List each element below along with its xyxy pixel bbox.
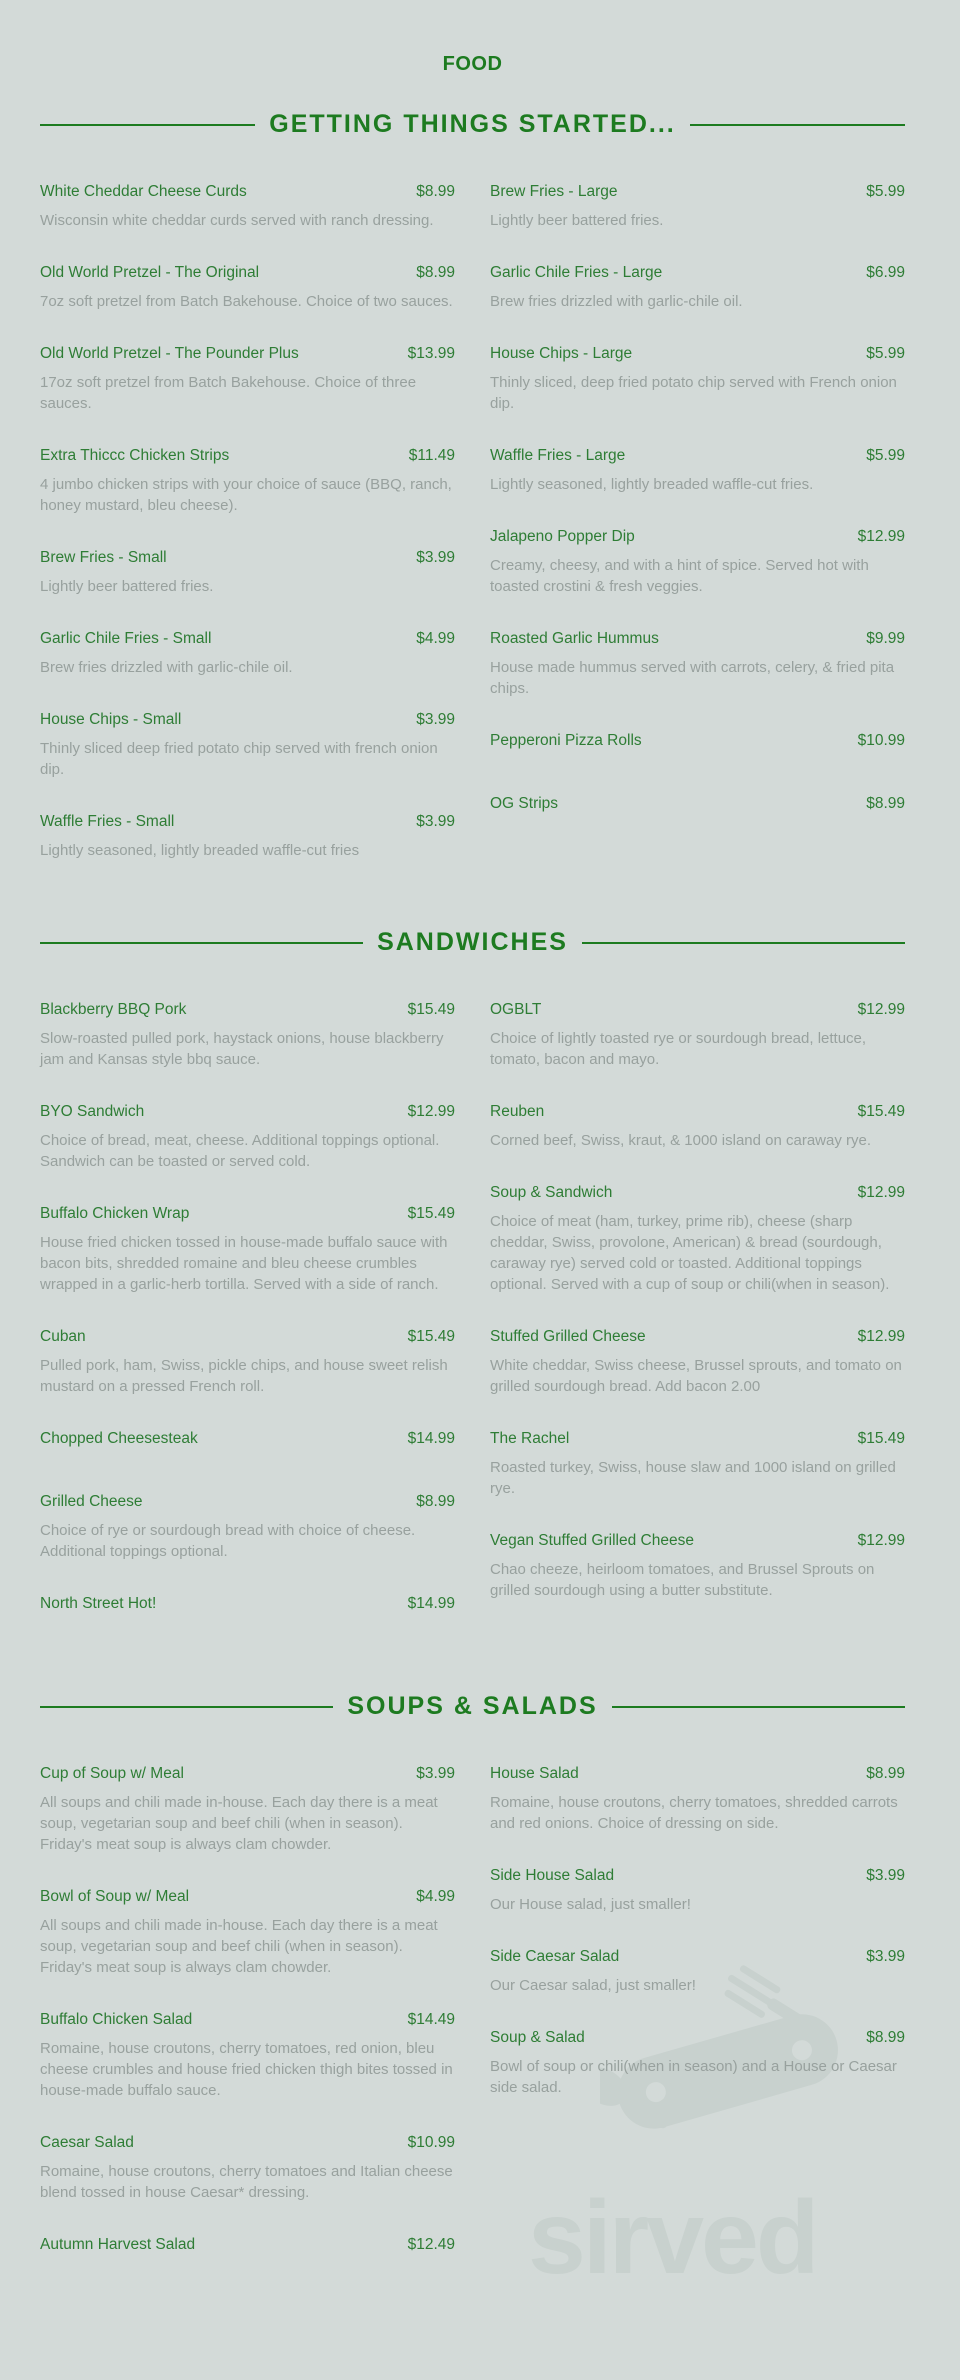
menu-item-row xyxy=(490,1430,905,1448)
item-name: Pepperoni Pizza Rolls xyxy=(490,732,642,749)
item-price: $15.49 xyxy=(407,1205,455,1222)
menu-item-row xyxy=(40,1493,455,1511)
item-name: Bowl of Soup w/ Meal xyxy=(40,1888,190,1905)
item-name: The Rachel xyxy=(490,1430,570,1447)
menu-item xyxy=(40,2011,455,2101)
menu-column-left xyxy=(40,1001,455,1658)
menu-item xyxy=(40,345,455,414)
menu-item-row xyxy=(490,1532,905,1550)
item-description: Romaine, house croutons, cherry tomatoes, shredded carrots and red onions. Choice of dressing on side. xyxy=(490,1794,898,1832)
menu-item-row xyxy=(490,732,905,750)
section-title: SANDWICHES xyxy=(377,928,568,956)
menu-item-row xyxy=(490,630,905,648)
menu-item-row xyxy=(490,183,905,201)
item-description: Romaine, house croutons, cherry tomatoes and Italian cheese blend tossed in house Caesar* dressing. xyxy=(40,2163,453,2201)
menu-item-row xyxy=(40,1328,455,1346)
menu-item xyxy=(40,1328,455,1397)
item-price: $13.99 xyxy=(407,345,455,362)
menu-column-left xyxy=(40,183,455,894)
menu-item-row xyxy=(490,1103,905,1121)
menu-item xyxy=(40,1765,455,1855)
item-price: $12.99 xyxy=(857,1184,905,1201)
menu-item xyxy=(490,183,905,231)
item-name: Reuben xyxy=(490,1103,545,1120)
menu-item xyxy=(40,1595,455,1613)
item-description: All soups and chili made in-house. Each day there is a meat soup, vegetarian soup and beef chili (when in season). Friday's meat soup is always clam chowder. xyxy=(40,1794,438,1853)
item-description: Thinly sliced, deep fried potato chip served with French onion dip. xyxy=(490,374,897,412)
item-price: $15.49 xyxy=(407,1001,455,1018)
menu-item-row xyxy=(490,1328,905,1346)
menu-item-row xyxy=(40,1205,455,1223)
section-title: GETTING THINGS STARTED... xyxy=(269,110,676,138)
item-name: Jalapeno Popper Dip xyxy=(490,528,635,545)
item-description: Brew fries drizzled with garlic-chile oil. xyxy=(40,659,293,676)
menu-item-row xyxy=(490,1184,905,1202)
item-description: Thinly sliced deep fried potato chip served with french onion dip. xyxy=(40,740,438,778)
item-price: $10.99 xyxy=(407,2134,455,2151)
item-description: 17oz soft pretzel from Batch Bakehouse. Choice of three sauces. xyxy=(40,374,417,412)
item-price: $3.99 xyxy=(416,549,455,566)
menu-item xyxy=(40,1493,455,1562)
section-title: SOUPS & SALADS xyxy=(347,1692,598,1720)
menu-item xyxy=(490,264,905,312)
menu-item-row xyxy=(40,1430,455,1448)
section-columns xyxy=(40,1001,905,1658)
item-price: $4.99 xyxy=(416,1888,455,1905)
menu-item xyxy=(490,1867,905,1915)
item-price: $12.99 xyxy=(857,528,905,545)
item-description: Slow-roasted pulled pork, haystack onions, house blackberry jam and Kansas style bbq sauce. xyxy=(40,1030,444,1068)
item-name: Blackberry BBQ Pork xyxy=(40,1001,187,1018)
item-name: Waffle Fries - Large xyxy=(490,447,626,464)
menu-item xyxy=(490,795,905,813)
menu-section xyxy=(40,928,905,1658)
menu-item-row xyxy=(40,2011,455,2029)
menu-item-row xyxy=(40,447,455,465)
item-description: Corned beef, Swiss, kraut, & 1000 island on caraway rye. xyxy=(490,1132,872,1149)
item-price: $8.99 xyxy=(866,1765,905,1782)
menu-item xyxy=(40,447,455,516)
item-description: Lightly beer battered fries. xyxy=(490,212,664,229)
item-name: Waffle Fries - Small xyxy=(40,813,175,830)
menu-item-row xyxy=(490,528,905,546)
menu-item-row xyxy=(490,264,905,282)
item-description: Choice of lightly toasted rye or sourdough bread, lettuce, tomato, bacon and mayo. xyxy=(490,1030,867,1068)
menu-item xyxy=(40,630,455,678)
item-name: Autumn Harvest Salad xyxy=(40,2236,196,2253)
menu-item xyxy=(40,1430,455,1448)
menu-item-row xyxy=(40,264,455,282)
item-description: Chao cheeze, heirloom tomatoes, and Brussel Sprouts on grilled sourdough using a butter substitute. xyxy=(490,1561,875,1599)
menu-item xyxy=(490,732,905,750)
item-name: Soup & Sandwich xyxy=(490,1184,613,1201)
item-description: White cheddar, Swiss cheese, Brussel sprouts, and tomato on grilled sourdough bread. Add bacon 2.00 xyxy=(490,1357,902,1395)
section-divider-line xyxy=(40,942,363,944)
item-description: Wisconsin white cheddar curds served with ranch dressing. xyxy=(40,212,434,229)
item-price: $12.99 xyxy=(857,1001,905,1018)
item-price: $11.49 xyxy=(408,447,455,464)
menu-item xyxy=(490,1765,905,1834)
section-divider-line xyxy=(690,124,905,126)
section-divider-line xyxy=(582,942,905,944)
item-price: $4.99 xyxy=(416,630,455,647)
menu-item-row xyxy=(490,447,905,465)
menu-item-row xyxy=(490,1001,905,1019)
item-name: Side Caesar Salad xyxy=(490,1948,620,1965)
item-description: Creamy, cheesy, and with a hint of spice. Served hot with toasted crostini & fresh veggies. xyxy=(490,557,869,595)
item-name: Side House Salad xyxy=(490,1867,615,1884)
item-description: House fried chicken tossed in house-made buffalo sauce with bacon bits, shredded romaine and bleu cheese crumbles wrapped in a garlic-herb tortilla. Served with a side of ranch. xyxy=(40,1234,448,1293)
item-name: House Chips - Large xyxy=(490,345,633,362)
item-price: $12.99 xyxy=(407,1103,455,1120)
menu-item xyxy=(40,1001,455,1070)
item-name: House Salad xyxy=(490,1765,579,1782)
menu-item xyxy=(40,264,455,312)
item-name: Soup & Salad xyxy=(490,2029,585,2046)
item-name: Garlic Chile Fries - Large xyxy=(490,264,663,281)
item-description: Our Caesar salad, just smaller! xyxy=(490,1977,696,1994)
section-header xyxy=(40,928,905,957)
section-divider-line xyxy=(40,124,255,126)
item-description: Choice of rye or sourdough bread with choice of cheese. Additional toppings optional. xyxy=(40,1522,416,1560)
item-price: $15.49 xyxy=(857,1103,905,1120)
item-name: Roasted Garlic Hummus xyxy=(490,630,659,647)
menu-item xyxy=(40,1103,455,1172)
menu-item-row xyxy=(40,630,455,648)
item-name: Buffalo Chicken Wrap xyxy=(40,1205,190,1222)
menu-item xyxy=(40,183,455,231)
item-description: Choice of meat (ham, turkey, prime rib), cheese (sharp cheddar, Swiss, provolone, American) & bread (sourdough, caraway rye) served cold or toasted. Additional toppings optional. Served with a cup of soup or chili(when in season). xyxy=(490,1213,890,1293)
menu-item-row xyxy=(490,2029,905,2047)
item-name: Grilled Cheese xyxy=(40,1493,143,1510)
item-price: $10.99 xyxy=(857,732,905,749)
item-price: $12.99 xyxy=(857,1532,905,1549)
menu-item xyxy=(490,1001,905,1070)
item-description: 4 jumbo chicken strips with your choice of sauce (BBQ, ranch, honey mustard, bleu cheese). xyxy=(40,476,452,514)
menu-item-row xyxy=(40,183,455,201)
menu-item xyxy=(490,447,905,495)
menu-item-row xyxy=(490,345,905,363)
item-description: House made hummus served with carrots, celery, & fried pita chips. xyxy=(490,659,895,697)
item-description: 7oz soft pretzel from Batch Bakehouse. Choice of two sauces. xyxy=(40,293,453,310)
menu-section xyxy=(40,110,905,894)
item-description: Lightly seasoned, lightly breaded waffle-cut fries xyxy=(40,842,360,859)
item-price: $14.49 xyxy=(407,2011,455,2028)
menu-item-row xyxy=(40,2134,455,2152)
item-price: $6.99 xyxy=(866,264,905,281)
item-price: $5.99 xyxy=(866,183,905,200)
item-price: $15.49 xyxy=(857,1430,905,1447)
section-columns xyxy=(40,1765,905,2299)
item-name: Cup of Soup w/ Meal xyxy=(40,1765,184,1782)
item-price: $3.99 xyxy=(416,813,455,830)
item-name: OG Strips xyxy=(490,795,559,812)
item-description: Roasted turkey, Swiss, house slaw and 1000 island on grilled rye. xyxy=(490,1459,896,1497)
menu-item-row xyxy=(490,1765,905,1783)
menu-item xyxy=(40,1205,455,1295)
item-name: Buffalo Chicken Salad xyxy=(40,2011,193,2028)
menu-item xyxy=(490,2029,905,2098)
item-description: Brew fries drizzled with garlic-chile oil. xyxy=(490,293,743,310)
item-name: Chopped Cheesesteak xyxy=(40,1430,198,1447)
item-price: $3.99 xyxy=(866,1867,905,1884)
menu-section xyxy=(40,1692,905,2299)
menu-item-row xyxy=(40,1765,455,1783)
menu-item-row xyxy=(40,549,455,567)
section-header xyxy=(40,1692,905,1721)
item-price: $9.99 xyxy=(866,630,905,647)
menu-column-right xyxy=(490,1001,905,1658)
item-name: Vegan Stuffed Grilled Cheese xyxy=(490,1532,694,1549)
item-name: Brew Fries - Large xyxy=(490,183,618,200)
menu-item xyxy=(40,2134,455,2203)
menu-item xyxy=(490,1328,905,1397)
menu-column-right xyxy=(490,1765,905,2299)
item-name: BYO Sandwich xyxy=(40,1103,145,1120)
menu-item-row xyxy=(40,711,455,729)
menu-item-row xyxy=(490,1948,905,1966)
item-price: $8.99 xyxy=(866,795,905,812)
menu-item xyxy=(490,345,905,414)
item-name: Caesar Salad xyxy=(40,2134,134,2151)
menu-item-row xyxy=(490,795,905,813)
menu-item-row xyxy=(40,1888,455,1906)
item-description: Lightly seasoned, lightly breaded waffle-cut fries. xyxy=(490,476,814,493)
menu-item xyxy=(490,1532,905,1601)
item-price: $8.99 xyxy=(416,183,455,200)
menu-item xyxy=(490,1103,905,1151)
menu-item xyxy=(40,711,455,780)
item-price: $14.99 xyxy=(407,1595,455,1612)
item-price: $14.99 xyxy=(407,1430,455,1447)
section-header xyxy=(40,110,905,139)
item-price: $3.99 xyxy=(416,711,455,728)
item-description: Choice of bread, meat, cheese. Additional toppings optional. Sandwich can be toasted or served cold. xyxy=(40,1132,440,1170)
menu-item-row xyxy=(490,1867,905,1885)
menu-item-row xyxy=(40,1595,455,1613)
item-name: Brew Fries - Small xyxy=(40,549,167,566)
menu-item xyxy=(40,813,455,861)
item-price: $3.99 xyxy=(866,1948,905,1965)
section-divider-line xyxy=(612,1706,905,1708)
item-description: Lightly beer battered fries. xyxy=(40,578,214,595)
menu-item xyxy=(490,1430,905,1499)
menu-item xyxy=(490,1948,905,1996)
item-name: White Cheddar Cheese Curds xyxy=(40,183,247,200)
item-price: $8.99 xyxy=(866,2029,905,2046)
item-name: Cuban xyxy=(40,1328,86,1345)
menu-item xyxy=(40,1888,455,1978)
item-name: Garlic Chile Fries - Small xyxy=(40,630,212,647)
item-description: Pulled pork, ham, Swiss, pickle chips, and house sweet relish mustard on a pressed French roll. xyxy=(40,1357,448,1395)
item-price: $8.99 xyxy=(416,1493,455,1510)
item-price: $3.99 xyxy=(416,1765,455,1782)
item-price: $8.99 xyxy=(416,264,455,281)
menu-item xyxy=(490,630,905,699)
menu-column-right xyxy=(490,183,905,894)
item-price: $12.49 xyxy=(407,2236,455,2253)
section-columns xyxy=(40,183,905,894)
item-name: House Chips - Small xyxy=(40,711,182,728)
section-divider-line xyxy=(40,1706,333,1708)
menu-column-left xyxy=(40,1765,455,2299)
menu-item xyxy=(40,2236,455,2254)
item-price: $12.99 xyxy=(857,1328,905,1345)
item-description: Bowl of soup or chili(when in season) and a House or Caesar side salad. xyxy=(490,2058,897,2096)
page-title: FOOD xyxy=(442,53,503,75)
menu-item xyxy=(40,549,455,597)
item-name: OGBLT xyxy=(490,1001,542,1018)
sirved-wordmark: sirved xyxy=(528,2180,817,2296)
item-name: North Street Hot! xyxy=(40,1595,157,1612)
menu-item-row xyxy=(40,1001,455,1019)
menu-item-row xyxy=(40,813,455,831)
item-description: All soups and chili made in-house. Each day there is a meat soup, vegetarian soup and beef chili (when in season). Friday's meat soup is always clam chowder. xyxy=(40,1917,438,1976)
menu-sections xyxy=(40,110,905,2299)
item-description: Romaine, house croutons, cherry tomatoes, red onion, bleu cheese crumbles and house fried chicken thigh bites tossed in house-made buffalo sauce. xyxy=(40,2040,453,2099)
menu-item-row xyxy=(40,345,455,363)
item-price: $5.99 xyxy=(866,447,905,464)
item-name: Stuffed Grilled Cheese xyxy=(490,1328,646,1345)
menu-item-row xyxy=(40,2236,455,2254)
item-description: Our House salad, just smaller! xyxy=(490,1896,691,1913)
item-name: Extra Thiccc Chicken Strips xyxy=(40,447,230,464)
item-name: Old World Pretzel - The Original xyxy=(40,264,260,281)
item-price: $15.49 xyxy=(407,1328,455,1345)
menu-item xyxy=(490,528,905,597)
menu-item-row xyxy=(40,1103,455,1121)
menu-item xyxy=(490,1184,905,1295)
item-name: Old World Pretzel - The Pounder Plus xyxy=(40,345,299,362)
item-price: $5.99 xyxy=(866,345,905,362)
